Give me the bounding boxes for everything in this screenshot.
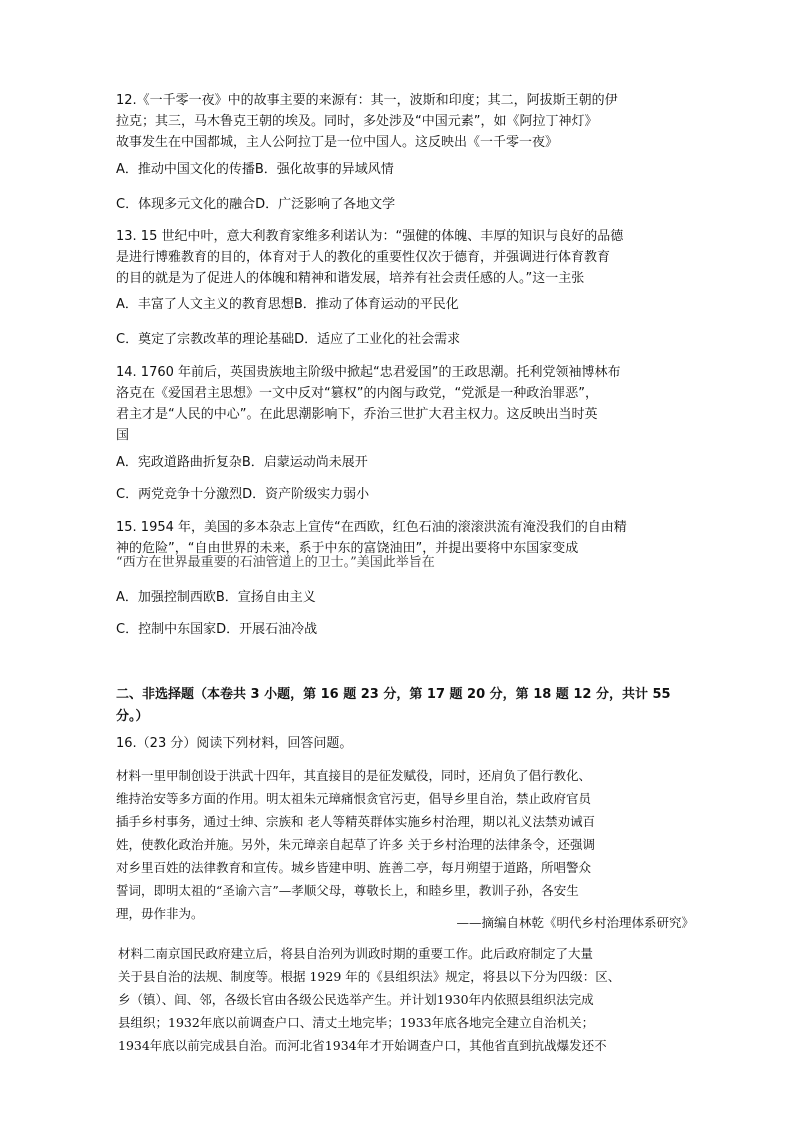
question-12-options-ab: A．推动中国文化的传播B．强化故事的异域风情 [116,162,394,177]
question-15-options-cd: C．控制中东国家D．开展石油冷战 [116,622,318,637]
question-16-material-1: 材料一里甲制创设于洪武十四年，其直接目的是征发赋役，同时，还肩负了倡行教化、 维持治安等多方面的作用。明太祖朱元璋痛恨贪官污吏，倡导乡里自治，禁止政府官员 插手乡村事务，通过士绅、宗族和 老人等精英群体实施乡村治理，期以礼义法禁劝诫百 姓，使教化政治并施。另外，朱元璋亲自起草了许多 关于乡村治理的法律条令，还强调 对乡里百姓的法律教育和宣传。城乡皆建申明、旌善二亭，每月朔望于道路，所唱警众 誓词，即明太祖的“圣谕六言”—孝顺父母，尊敬长上，和睦乡里，教训子孙，各安生 理，毋作非为。 [116,768,595,921]
question-14-options-cd: C．两党竞争十分激烈D．资产阶级实力弱小 [116,487,370,502]
question-16-material-2: 材料二南京国民政府建立后，将县自治列为训政时期的重要工作。此后政府制定了大量 关于县自治的法规、制度等。根据 1929 年的《县组织法》规定，将县以下分为四级：区、 乡（镇）、闾、邻，各级长官由各级公民选举产生。并计划1930年内依照县组织法完成 县组织；1932年底以前调查户口、清丈土地完毕；1933年底各地完全建立自治机关； 1934年底以前完成县自治。而河北省1934年才开始调查户口，其他省直到抗战爆发还不 [118,946,621,1053]
question-16-stem: 16.（23 分）阅读下列材料，回答问题。 [116,736,353,751]
question-13-options-ab: A．丰富了人文主义的教育思想B．推动了体育运动的平民化 [116,297,459,312]
question-16-source-1: ——摘编自林乾《明代乡村治理体系研究》 [456,915,694,930]
question-13-stem: 13. 15 世纪中叶，意大利教育家维多利诺认为：“强健的体魄、丰厚的知识与良好的品德 是进行博雅教育的目的，体育对于人的教化的重要性仅次于德育，并强调进行体育教育 的目的就是为了促进人的体魄和精神和谐发展，培养有社会责任感的人。”这一主张 [116,229,624,286]
question-15-options-ab: A．加强控制西欧B．宣扬自由主义 [116,590,316,605]
question-12-stem: 12.《一千零一夜》中的故事主要的来源有：其一，波斯和印度；其二，阿拔斯王朝的伊 拉克；其三，马木鲁克王朝的埃及。同时，多处涉及“中国元素”，如《阿拉丁神灯》 故事发生在中国都城，主人公阿拉丁是一位中国人。这反映出《一千零一夜》 [116,93,618,150]
section-2-heading: 二、非选择题（本卷共 3 小题，第 16 题 23 分，第 17 题 20 分，第 18 题 12 分，共计 55 分。） [116,687,671,724]
question-15-stem-tail: “西方在世界最重要的石油管道上的卫士。”美国此举旨在 [116,555,435,570]
question-12-options-cd: C．体现多元文化的融合D．广泛影响了各地文学 [116,197,396,212]
question-13-options-cd: C．奠定了宗教改革的理论基础D．适应了工业化的社会需求 [116,332,461,347]
question-14-stem: 14. 1760 年前后，英国贵族地主阶级中掀起“忠君爱国”的王政思潮。托利党领袖博林布 洛克在《爱国君主思想》一文中反对“篡权”的内阁与政党，“党派是一种政治罪恶”， 君主才是“人民的中心”。在此思潮影响下，乔治三世扩大君主权力。这反映出当时英 国 [116,365,621,443]
question-14-options-ab: A．宪政道路曲折复杂B．启蒙运动尚未展开 [116,455,368,470]
question-15-stem: 15. 1954 年，美国的多本杂志上宣传“在西欧，红色石油的滚滚洪流有淹没我们的自由精 神的危险”，“自由世界的未来，系于中东的富饶油田”，并提出要将中东国家变成 [116,520,627,556]
